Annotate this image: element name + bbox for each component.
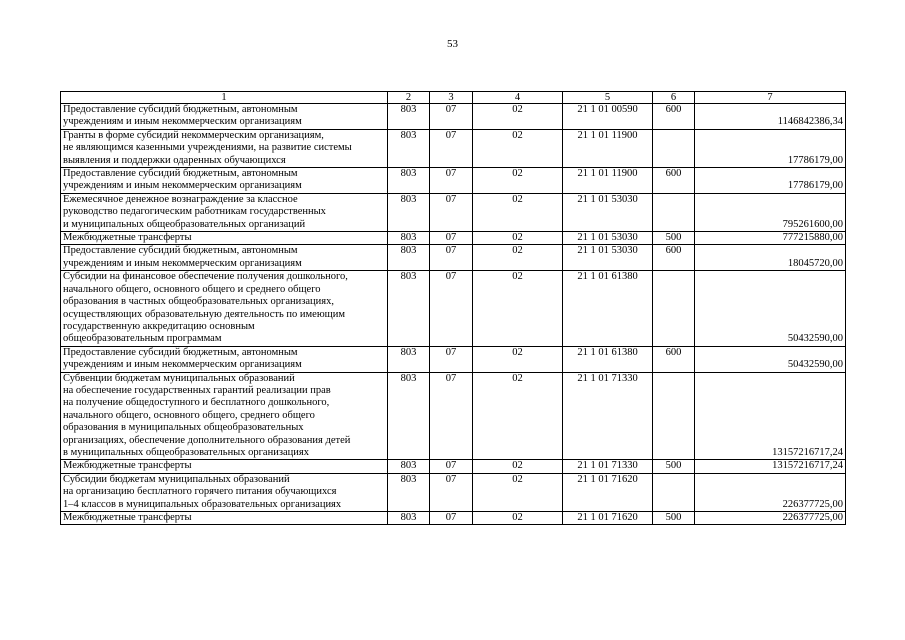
row-name-line: в муниципальных общеобразовательных организациях	[63, 446, 309, 458]
row-name-cell	[61, 271, 388, 346]
row-name-line: руководство педагогическим работникам государственных	[63, 206, 326, 218]
amount-cell: 795261600,00	[695, 193, 846, 231]
target-article-cell: 21 1 01 11900	[563, 168, 653, 194]
section-code-cell: 07	[430, 460, 473, 473]
target-article-cell: 21 1 01 61380	[563, 346, 653, 372]
table-row	[61, 104, 846, 130]
row-name-line: Предоставление субсидий бюджетным, автономным	[63, 346, 298, 358]
row-name-line: образования в муниципальных общеобразовательных	[63, 422, 304, 434]
subsection-code-cell: 02	[473, 104, 563, 130]
row-name-line: Субсидии на финансовое обеспечение получения дошкольного,	[63, 271, 348, 283]
row-name-line: Ежемесячное денежное вознаграждение за классное	[63, 193, 298, 205]
ministry-code-cell: 803	[388, 512, 430, 525]
header-cell-4: 4	[473, 92, 563, 104]
expense-type-cell	[653, 473, 695, 511]
row-name-line: Предоставление субсидий бюджетным, автономным	[63, 168, 298, 180]
header-cell-7: 7	[695, 92, 846, 104]
header-cell-6: 6	[653, 92, 695, 104]
row-name-line: Гранты в форме субсидий некоммерческим организациям,	[63, 129, 324, 141]
ministry-code-cell: 803	[388, 232, 430, 245]
table-row	[61, 512, 846, 525]
expense-type-cell	[653, 193, 695, 231]
row-name-line: на организацию бесплатного горячего питания обучающихся	[63, 486, 337, 498]
row-name-line: Субвенции бюджетам муниципальных образований	[63, 372, 295, 384]
row-name-line: учреждениям и иным некоммерческим организациям	[63, 180, 302, 192]
amount-cell: 13157216717,24	[695, 372, 846, 460]
section-code-cell: 07	[430, 245, 473, 271]
table-row	[61, 245, 846, 271]
ministry-code-cell: 803	[388, 129, 430, 167]
row-name-line: учреждениям и иным некоммерческим организациям	[63, 116, 302, 128]
target-article-cell: 21 1 01 11900	[563, 129, 653, 167]
row-name-line: выявления и поддержки одаренных обучающихся	[63, 154, 286, 166]
row-name-cell	[61, 168, 388, 194]
section-code-cell: 07	[430, 232, 473, 245]
row-name-cell	[61, 460, 388, 473]
amount-cell: 13157216717,24	[695, 460, 846, 473]
subsection-code-cell: 02	[473, 372, 563, 460]
row-name-cell	[61, 232, 388, 245]
row-name-line: Субсидии бюджетам муниципальных образований	[63, 473, 290, 485]
row-name-line: 1–4 классов в муниципальных образовательных организациях	[63, 498, 342, 510]
budget-table	[60, 91, 846, 525]
subsection-code-cell: 02	[473, 512, 563, 525]
header-cell-3: 3	[430, 92, 473, 104]
target-article-cell: 21 1 01 71620	[563, 473, 653, 511]
expense-type-cell	[653, 372, 695, 460]
amount-cell: 50432590,00	[695, 346, 846, 372]
amount-cell: 17786179,00	[695, 168, 846, 194]
row-name-line: учреждениям и иным некоммерческим организациям	[63, 359, 302, 371]
expense-type-cell: 600	[653, 168, 695, 194]
row-name-line: образования в частных общеобразовательных организациях,	[63, 296, 335, 308]
subsection-code-cell: 02	[473, 346, 563, 372]
section-code-cell: 07	[430, 346, 473, 372]
amount-cell: 1146842386,34	[695, 104, 846, 130]
target-article-cell: 21 1 01 61380	[563, 271, 653, 346]
ministry-code-cell: 803	[388, 245, 430, 271]
expense-type-cell	[653, 129, 695, 167]
subsection-code-cell: 02	[473, 193, 563, 231]
row-name-cell	[61, 193, 388, 231]
ministry-code-cell: 803	[388, 168, 430, 194]
amount-cell: 17786179,00	[695, 129, 846, 167]
ministry-code-cell: 803	[388, 346, 430, 372]
expense-type-cell: 500	[653, 460, 695, 473]
subsection-code-cell: 02	[473, 245, 563, 271]
row-name-line: начального общего, основного общего и среднего общего	[63, 283, 321, 295]
table-row	[61, 168, 846, 194]
row-name-line: и муниципальных общеобразовательных организаций	[63, 218, 306, 230]
row-name-cell	[61, 104, 388, 130]
expense-type-cell: 600	[653, 346, 695, 372]
table-row	[61, 193, 846, 231]
header-cell-5: 5	[563, 92, 653, 104]
row-name-line: на обеспечение государственных гарантий реализации прав	[63, 384, 331, 396]
section-code-cell: 07	[430, 129, 473, 167]
target-article-cell: 21 1 01 71620	[563, 512, 653, 525]
target-article-cell: 21 1 01 53030	[563, 232, 653, 245]
row-name-line: государственную аккредитацию основным	[63, 320, 255, 332]
section-code-cell: 07	[430, 512, 473, 525]
section-code-cell: 07	[430, 104, 473, 130]
target-article-cell: 21 1 01 53030	[563, 245, 653, 271]
amount-cell: 18045720,00	[695, 245, 846, 271]
page-number: 53	[447, 38, 458, 50]
row-name-cell	[61, 473, 388, 511]
amount-cell: 226377725,00	[695, 473, 846, 511]
expense-type-cell: 500	[653, 232, 695, 245]
expense-type-cell	[653, 271, 695, 346]
section-code-cell: 07	[430, 473, 473, 511]
subsection-code-cell: 02	[473, 232, 563, 245]
ministry-code-cell: 803	[388, 104, 430, 130]
target-article-cell: 21 1 01 53030	[563, 193, 653, 231]
row-name-line: Межбюджетные трансферты	[63, 512, 192, 523]
row-name-line: Предоставление субсидий бюджетным, автономным	[63, 104, 298, 115]
section-code-cell: 07	[430, 271, 473, 346]
table-row	[61, 129, 846, 167]
row-name-cell	[61, 129, 388, 167]
table-row	[61, 460, 846, 473]
expense-type-cell: 600	[653, 245, 695, 271]
table-row	[61, 346, 846, 372]
row-name-line: учреждениям и иным некоммерческим организациям	[63, 257, 302, 269]
table-row	[61, 372, 846, 460]
amount-cell: 50432590,00	[695, 271, 846, 346]
row-name-line: организациях, обеспечение дополнительного образования детей	[63, 434, 351, 446]
row-name-line: Межбюджетные трансферты	[63, 232, 192, 244]
section-code-cell: 07	[430, 168, 473, 194]
expense-type-cell: 600	[653, 104, 695, 130]
section-code-cell: 07	[430, 372, 473, 460]
subsection-code-cell: 02	[473, 271, 563, 346]
ministry-code-cell: 803	[388, 271, 430, 346]
row-name-line: на получение общедоступного и бесплатного дошкольного,	[63, 397, 330, 409]
target-article-cell: 21 1 01 71330	[563, 460, 653, 473]
row-name-line: общеобразовательным программам	[63, 333, 222, 345]
row-name-line: начального общего, основного общего, среднего общего	[63, 409, 315, 421]
ministry-code-cell: 803	[388, 372, 430, 460]
row-name-line: Межбюджетные трансферты	[63, 460, 192, 472]
ministry-code-cell: 803	[388, 193, 430, 231]
header-cell-1: 1	[61, 92, 388, 104]
table-row	[61, 473, 846, 511]
row-name-line: осуществляющих образовательную деятельность по имеющим	[63, 308, 346, 320]
section-code-cell: 07	[430, 193, 473, 231]
ministry-code-cell: 803	[388, 473, 430, 511]
header-row	[61, 92, 846, 104]
subsection-code-cell: 02	[473, 460, 563, 473]
table-row	[61, 232, 846, 245]
expense-type-cell: 500	[653, 512, 695, 525]
row-name-cell	[61, 346, 388, 372]
row-name-line: Предоставление субсидий бюджетным, автономным	[63, 245, 298, 257]
row-name-cell	[61, 245, 388, 271]
header-cell-2: 2	[388, 92, 430, 104]
row-name-line: не являющимся казенными учреждениями, на развитие системы	[63, 142, 352, 154]
row-name-cell	[61, 372, 388, 460]
amount-cell: 226377725,00	[695, 512, 846, 525]
subsection-code-cell: 02	[473, 168, 563, 194]
amount-cell: 777215880,00	[695, 232, 846, 245]
subsection-code-cell: 02	[473, 473, 563, 511]
target-article-cell: 21 1 01 71330	[563, 372, 653, 460]
row-name-cell	[61, 512, 388, 525]
subsection-code-cell: 02	[473, 129, 563, 167]
ministry-code-cell: 803	[388, 460, 430, 473]
target-article-cell: 21 1 01 00590	[563, 104, 653, 130]
table-row	[61, 271, 846, 346]
